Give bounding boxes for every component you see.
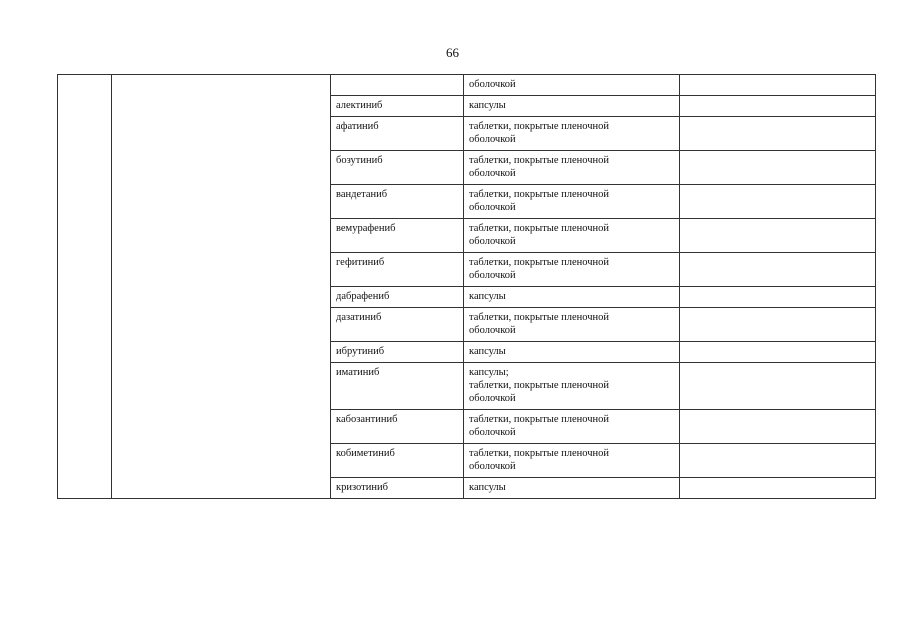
dosage-form-cell: таблетки, покрытые пленочной оболочкой (464, 308, 680, 342)
drug-name-cell: ибрутиниб (331, 342, 464, 363)
notes-cell (680, 253, 876, 287)
notes-cell (680, 410, 876, 444)
notes-cell (680, 219, 876, 253)
drug-name-cell: афатиниб (331, 117, 464, 151)
dosage-form-cell: капсулы (464, 478, 680, 499)
drug-name-cell: кабозантиниб (331, 410, 464, 444)
dosage-form-cell: оболочкой (464, 75, 680, 96)
drug-name-cell: вемурафениб (331, 219, 464, 253)
dosage-form-cell: капсулы (464, 287, 680, 308)
notes-cell (680, 308, 876, 342)
drug-name-cell (331, 75, 464, 96)
dosage-form-cell: таблетки, покрытые пленочной оболочкой (464, 410, 680, 444)
notes-cell (680, 96, 876, 117)
table-row (58, 75, 876, 96)
notes-cell (680, 342, 876, 363)
dosage-form-cell: таблетки, покрытые пленочной оболочкой (464, 117, 680, 151)
dosage-form-cell: капсулы (464, 96, 680, 117)
notes-cell (680, 363, 876, 410)
drug-name-cell: алектиниб (331, 96, 464, 117)
dosage-form-cell: таблетки, покрытые пленочной оболочкой (464, 253, 680, 287)
notes-cell (680, 151, 876, 185)
dosage-form-cell: капсулы (464, 342, 680, 363)
dosage-form-cell: таблетки, покрытые пленочной оболочкой (464, 444, 680, 478)
page-number: 66 (446, 45, 459, 60)
drug-name-cell: кризотиниб (331, 478, 464, 499)
drug-name-cell: вандетаниб (331, 185, 464, 219)
notes-cell (680, 185, 876, 219)
notes-cell (680, 117, 876, 151)
drug-name-cell: дазатиниб (331, 308, 464, 342)
dosage-form-cell: капсулы; таблетки, покрытые пленочной оболочкой (464, 363, 680, 410)
dosage-form-cell: таблетки, покрытые пленочной оболочкой (464, 151, 680, 185)
drug-name-cell: гефитиниб (331, 253, 464, 287)
drug-name-cell: бозутиниб (331, 151, 464, 185)
drug-name-cell: кобиметиниб (331, 444, 464, 478)
notes-cell (680, 478, 876, 499)
drug-name-cell: иматиниб (331, 363, 464, 410)
notes-cell (680, 287, 876, 308)
drug-table (57, 74, 876, 499)
notes-cell (680, 444, 876, 478)
dosage-form-cell: таблетки, покрытые пленочной оболочкой (464, 185, 680, 219)
dosage-form-cell: таблетки, покрытые пленочной оболочкой (464, 219, 680, 253)
atc-code-cell (58, 75, 112, 499)
atc-group-cell (112, 75, 331, 499)
notes-cell (680, 75, 876, 96)
drug-name-cell: дабрафениб (331, 287, 464, 308)
